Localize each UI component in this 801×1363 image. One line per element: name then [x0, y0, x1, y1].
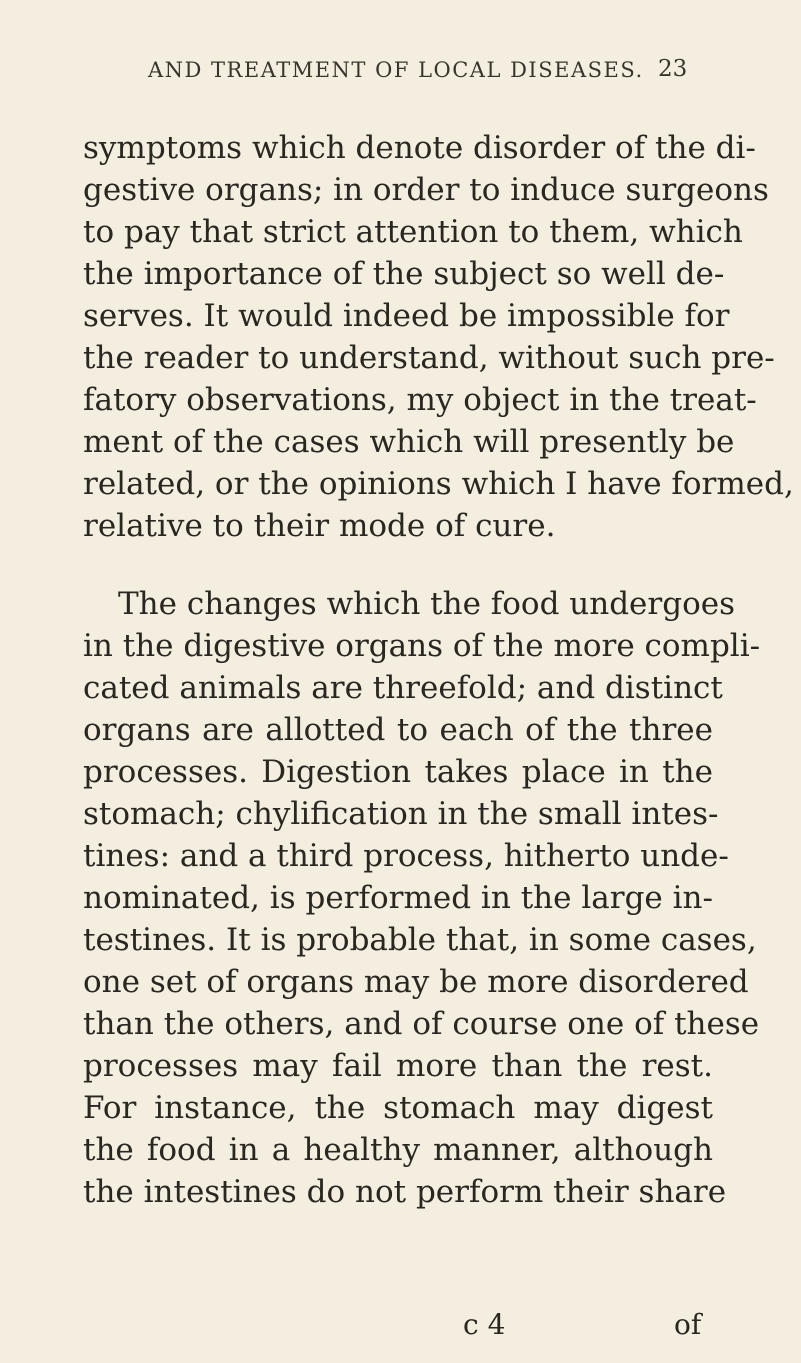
- text-line: ment of the cases which will presently be: [83, 424, 735, 460]
- text-line: serves. It would indeed be impossible for: [83, 298, 730, 334]
- text-line: tines: and a third process, hitherto unde-: [83, 838, 729, 874]
- text-line: related, or the opinions which I have formed,: [83, 466, 794, 502]
- text-line: processes. Digestion takes place in the: [83, 754, 713, 790]
- text-line: testines. It is probable that, in some cases,: [83, 922, 757, 958]
- text-line: the food in a healthy manner, although: [83, 1132, 713, 1168]
- text-line: the intestines do not perform their share: [83, 1174, 727, 1210]
- text-line: one set of organs may be more disordered: [83, 964, 749, 1000]
- text-line: nominated, is performed in the large in-: [83, 880, 713, 916]
- text-line: relative to their mode of cure.: [83, 508, 556, 544]
- text-line: fatory observations, my object in the treat-: [83, 382, 757, 418]
- page-number: 23: [658, 56, 688, 82]
- text-line: the reader to understand, without such pre-: [83, 340, 775, 376]
- text-line: gestive organs; in order to induce surgeons: [83, 172, 769, 208]
- text-line: cated animals are threefold; and distinct: [83, 670, 723, 706]
- text-line: The changes which the food undergoes: [118, 586, 735, 622]
- text-line: organs are allotted to each of the three: [83, 712, 713, 748]
- running-head: AND TREATMENT OF LOCAL DISEASES.: [148, 58, 644, 82]
- text-line: For instance, the stomach may digest: [83, 1090, 713, 1126]
- text-line: processes may fail more than the rest.: [83, 1048, 713, 1084]
- text-line: in the digestive organs of the more compli-: [83, 628, 761, 664]
- text-line: to pay that strict attention to them, which: [83, 214, 743, 250]
- text-line: stomach; chylification in the small intes-: [83, 796, 719, 832]
- text-line: the importance of the subject so well de-: [83, 256, 725, 292]
- text-line: than the others, and of course one of these: [83, 1006, 760, 1042]
- text-line: symptoms which denote disorder of the di-: [83, 130, 756, 166]
- catchword: of: [674, 1308, 702, 1341]
- signature-mark: c 4: [463, 1308, 506, 1341]
